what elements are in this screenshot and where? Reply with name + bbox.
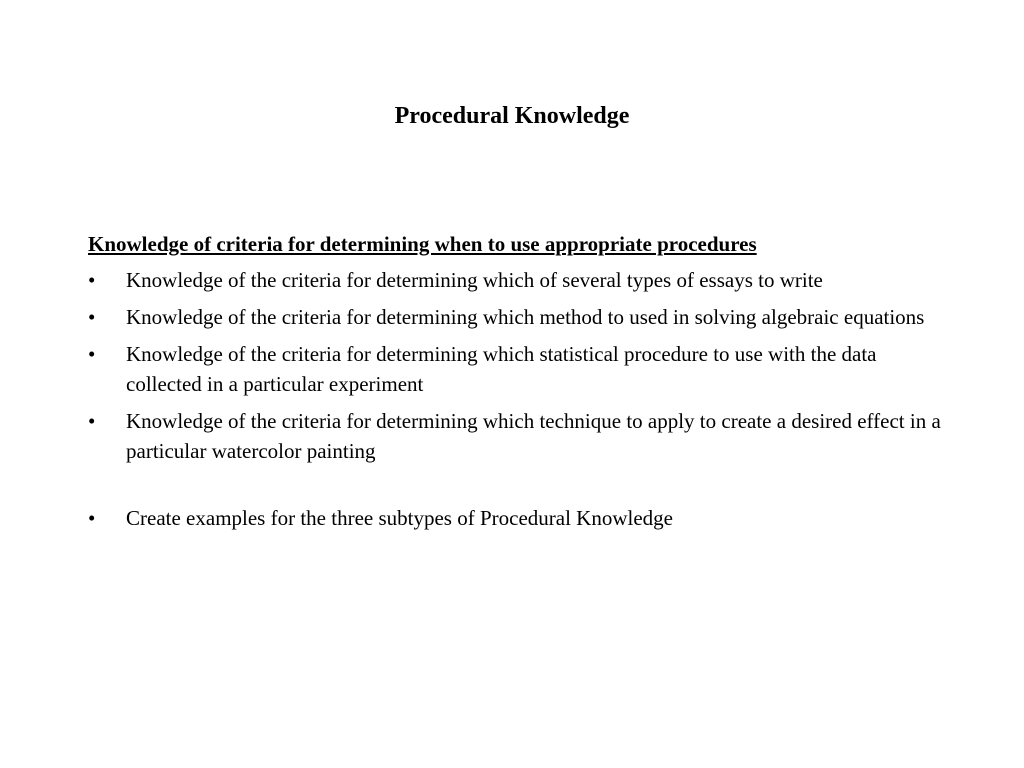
bullet-item	[88, 302, 948, 332]
closing-bullet-item	[88, 503, 948, 533]
slide-title: Procedural Knowledge	[394, 103, 630, 129]
bullet-icon: •	[88, 268, 96, 292]
bullet-icon: •	[88, 305, 96, 329]
bullet-item	[88, 406, 948, 466]
slide-content	[88, 229, 948, 540]
bullet-item	[88, 265, 948, 295]
bullet-icon: •	[88, 342, 96, 366]
section-heading: Knowledge of criteria for determining when to use appropriate procedures	[88, 232, 757, 256]
bullet-text: Knowledge of the criteria for determining which statistical procedure to use with the data collected in a particular experiment	[126, 342, 877, 396]
bullet-icon: •	[88, 506, 96, 530]
bullet-text: Knowledge of the criteria for determining which method to used in solving algebraic equations	[126, 305, 925, 329]
bullet-list	[88, 265, 948, 466]
closing-bullet-list	[88, 503, 948, 533]
bullet-text: Knowledge of the criteria for determining which of several types of essays to write	[126, 268, 823, 292]
bullet-icon: •	[88, 409, 96, 433]
closing-bullet-text: Create examples for the three subtypes of Procedural Knowledge	[126, 506, 673, 530]
spacer	[88, 473, 948, 503]
bullet-item	[88, 339, 948, 399]
bullet-text: Knowledge of the criteria for determining which technique to apply to create a desired effect in a particular watercolor painting	[126, 409, 941, 463]
